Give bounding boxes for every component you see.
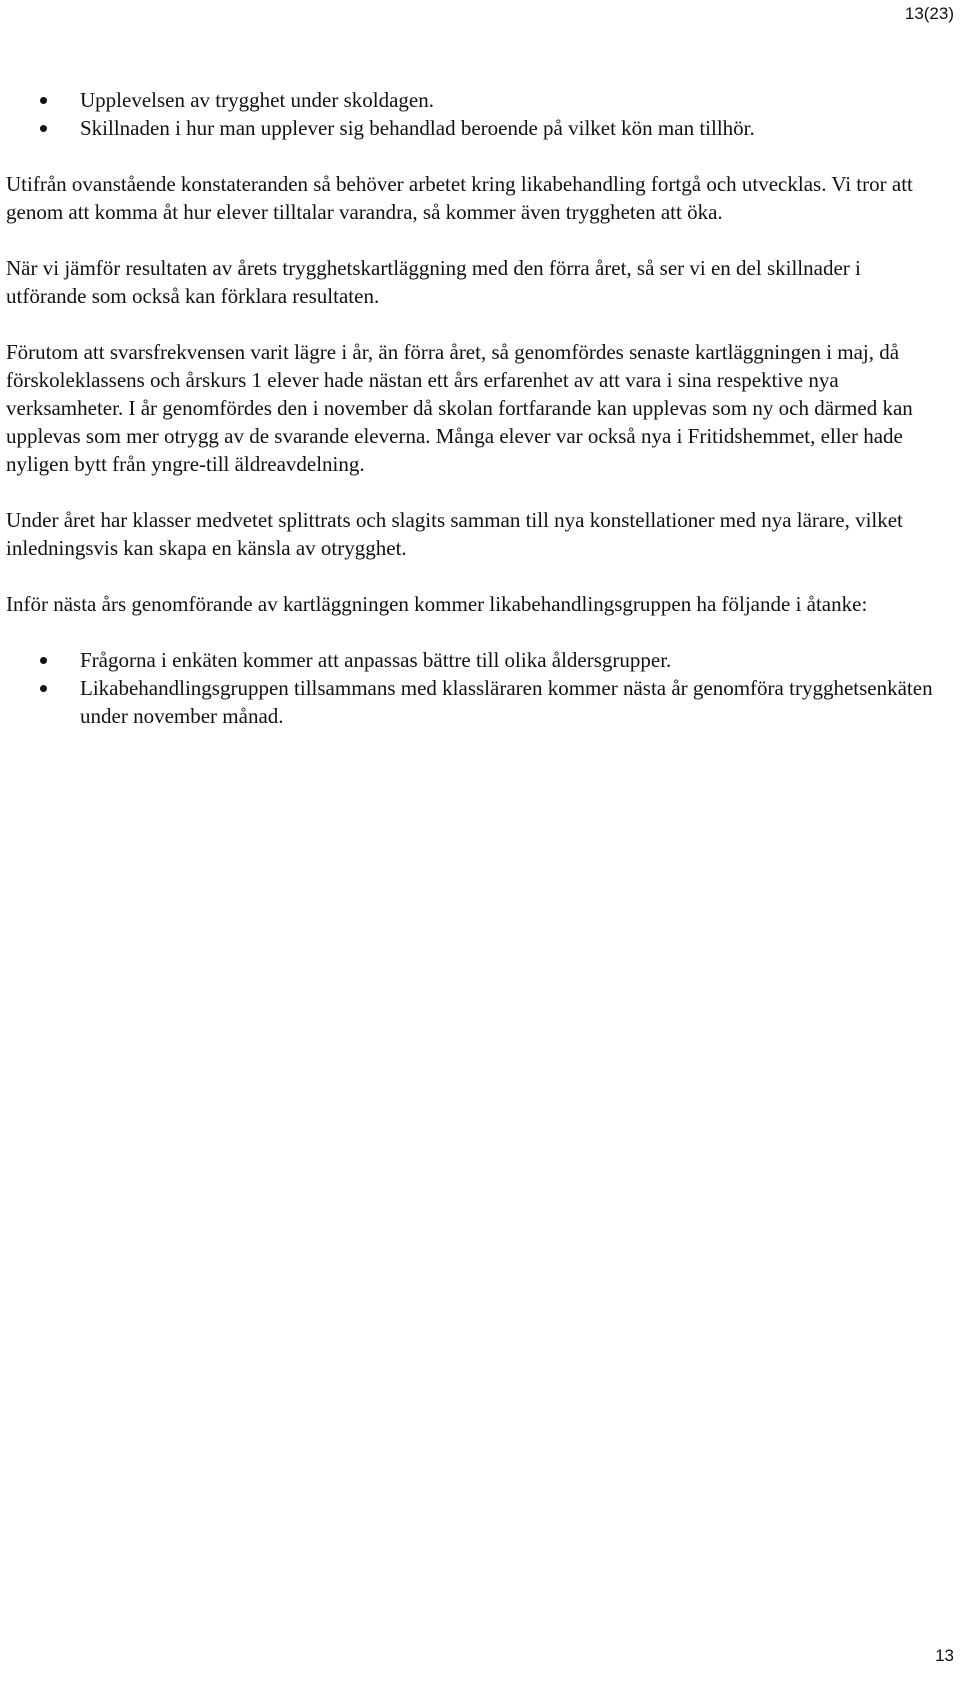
- list-item: [6, 646, 946, 674]
- bullet-icon: [40, 97, 47, 104]
- bullet-icon: [40, 685, 47, 692]
- paragraph: När vi jämför resultaten av årets trygghetskartläggning med den förra året, så ser vi en del skillnader i utförande som också kan förklara resultaten.: [6, 256, 861, 308]
- list-item: [6, 114, 946, 142]
- paragraph: Utifrån ovanstående konstateranden så behöver arbetet kring likabehandling fortgå och utvecklas. Vi tror att genom att komma åt hur elever tilltalar varandra, så kommer även tryggheten att öka.: [6, 172, 913, 224]
- list-item: [6, 674, 946, 730]
- document-body: [6, 86, 946, 730]
- page-indicator: 13(23): [904, 4, 954, 23]
- paragraph: Förutom att svarsfrekvensen varit lägre i år, än förra året, så genomfördes senaste kartläggningen i maj, då förskoleklassens och årskurs 1 elever hade nästan ett års erfarenhet av att vara i sina respektive nya verksamheter. I år genomfördes den i november då skolan fortfarande kan upplevas som ny och därmed kan upplevas som mer otrygg av de svarande eleverna. Många elever var också nya i Fritidshemmet, eller hade nyligen bytt från yngre-till äldreavdelning.: [6, 340, 913, 476]
- intro-bullet-list: [6, 86, 946, 142]
- list-item: [6, 86, 946, 114]
- bullet-icon: [40, 125, 47, 132]
- list-item-text: Likabehandlingsgruppen tillsammans med klassläraren kommer nästa år genomföra trygghetsenkäten under november månad.: [80, 676, 933, 728]
- bullet-icon: [40, 657, 47, 664]
- paragraph: Under året har klasser medvetet splittrats och slagits samman till nya konstellationer med nya lärare, vilket inledningsvis kan skapa en känsla av otrygghet.: [6, 508, 903, 560]
- page-number: 13: [935, 1646, 954, 1665]
- list-item-text: Frågorna i enkäten kommer att anpassas bättre till olika åldersgrupper.: [80, 648, 672, 672]
- closing-bullet-list: [6, 646, 946, 730]
- paragraph: Inför nästa års genomförande av kartläggningen kommer likabehandlingsgruppen ha följande i åtanke:: [6, 592, 868, 616]
- list-item-text: Skillnaden i hur man upplever sig behandlad beroende på vilket kön man tillhör.: [80, 116, 755, 140]
- list-item-text: Upplevelsen av trygghet under skoldagen.: [80, 88, 434, 112]
